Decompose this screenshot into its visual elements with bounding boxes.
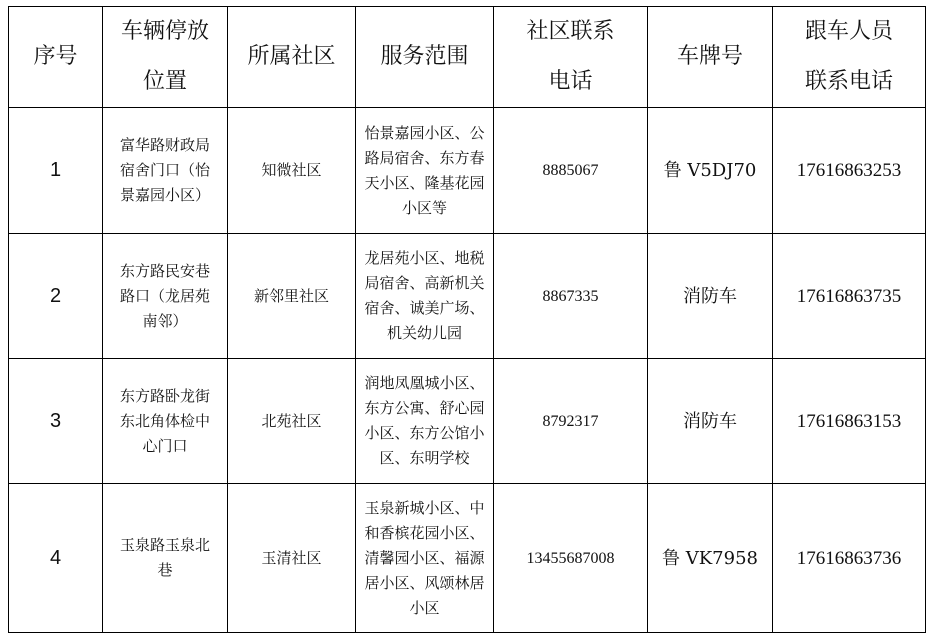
header-escort-phone-line1: 跟车人员	[804, 19, 893, 44]
row-index: 4	[9, 484, 103, 633]
row-community: 玉清社区	[228, 484, 356, 633]
row-scope	[356, 484, 494, 633]
header-community-phone	[494, 7, 648, 108]
row-scope	[356, 108, 494, 234]
row-scope	[356, 359, 494, 484]
header-location-line1: 车辆停放	[120, 19, 209, 44]
row-community: 新邻里社区	[228, 234, 356, 359]
row-scope-text: 玉泉新城小区、中和香槟花园小区、清馨园小区、福源居小区、风颂林居小区	[364, 498, 485, 617]
row-location	[103, 484, 228, 633]
table-row	[9, 484, 926, 633]
row-location	[103, 108, 228, 234]
row-scope-text: 龙居苑小区、地税局宿舍、高新机关宿舍、诚美广场、机关幼儿园	[364, 249, 485, 342]
row-plate: 鲁 V5DJ70	[648, 108, 773, 234]
row-scope	[356, 234, 494, 359]
row-plate: 鲁 VK7958	[648, 484, 773, 633]
header-index: 序号	[9, 7, 103, 108]
row-plate: 消防车	[648, 359, 773, 484]
row-location-text: 东方路卧龙街东北角体检中心门口	[119, 386, 210, 455]
row-community: 知微社区	[228, 108, 356, 234]
header-escort-phone	[773, 7, 926, 108]
row-plate: 消防车	[648, 234, 773, 359]
row-escort-phone: 17616863153	[773, 359, 926, 484]
table-row	[9, 234, 926, 359]
table-row	[9, 359, 926, 484]
header-plate: 车牌号	[648, 7, 773, 108]
row-index: 2	[9, 234, 103, 359]
vehicle-parking-table	[8, 6, 926, 633]
row-location	[103, 359, 228, 484]
header-scope: 服务范围	[356, 7, 494, 108]
row-community-phone: 8792317	[494, 359, 648, 484]
row-community: 北苑社区	[228, 359, 356, 484]
header-community: 所属社区	[228, 7, 356, 108]
row-location-text: 富华路财政局宿舍门口（怡景嘉园小区）	[119, 136, 210, 204]
header-community-phone-line2: 电话	[548, 69, 593, 94]
header-row	[9, 7, 926, 108]
row-community-phone: 13455687008	[494, 484, 648, 633]
row-index: 3	[9, 359, 103, 484]
header-community-phone-line1: 社区联系	[526, 19, 615, 44]
header-escort-phone-line2: 联系电话	[804, 69, 893, 94]
row-scope-text: 润地凤凰城小区、东方公寓、舒心园小区、东方公馆小区、东明学校	[364, 374, 485, 467]
header-location-line2: 位置	[142, 69, 187, 94]
header-location	[103, 7, 228, 108]
row-escort-phone: 17616863736	[773, 484, 926, 633]
row-location	[103, 234, 228, 359]
row-escort-phone: 17616863253	[773, 108, 926, 234]
row-location-text: 玉泉路玉泉北巷	[119, 536, 210, 579]
row-scope-text: 怡景嘉园小区、公路局宿舍、东方春天小区、隆基花园小区等	[364, 123, 485, 217]
row-community-phone: 8885067	[494, 108, 648, 234]
row-community-phone: 8867335	[494, 234, 648, 359]
row-location-text: 东方路民安巷路口（龙居苑南邻）	[119, 261, 210, 330]
row-index: 1	[9, 108, 103, 234]
table-row	[9, 108, 926, 234]
row-escort-phone: 17616863735	[773, 234, 926, 359]
